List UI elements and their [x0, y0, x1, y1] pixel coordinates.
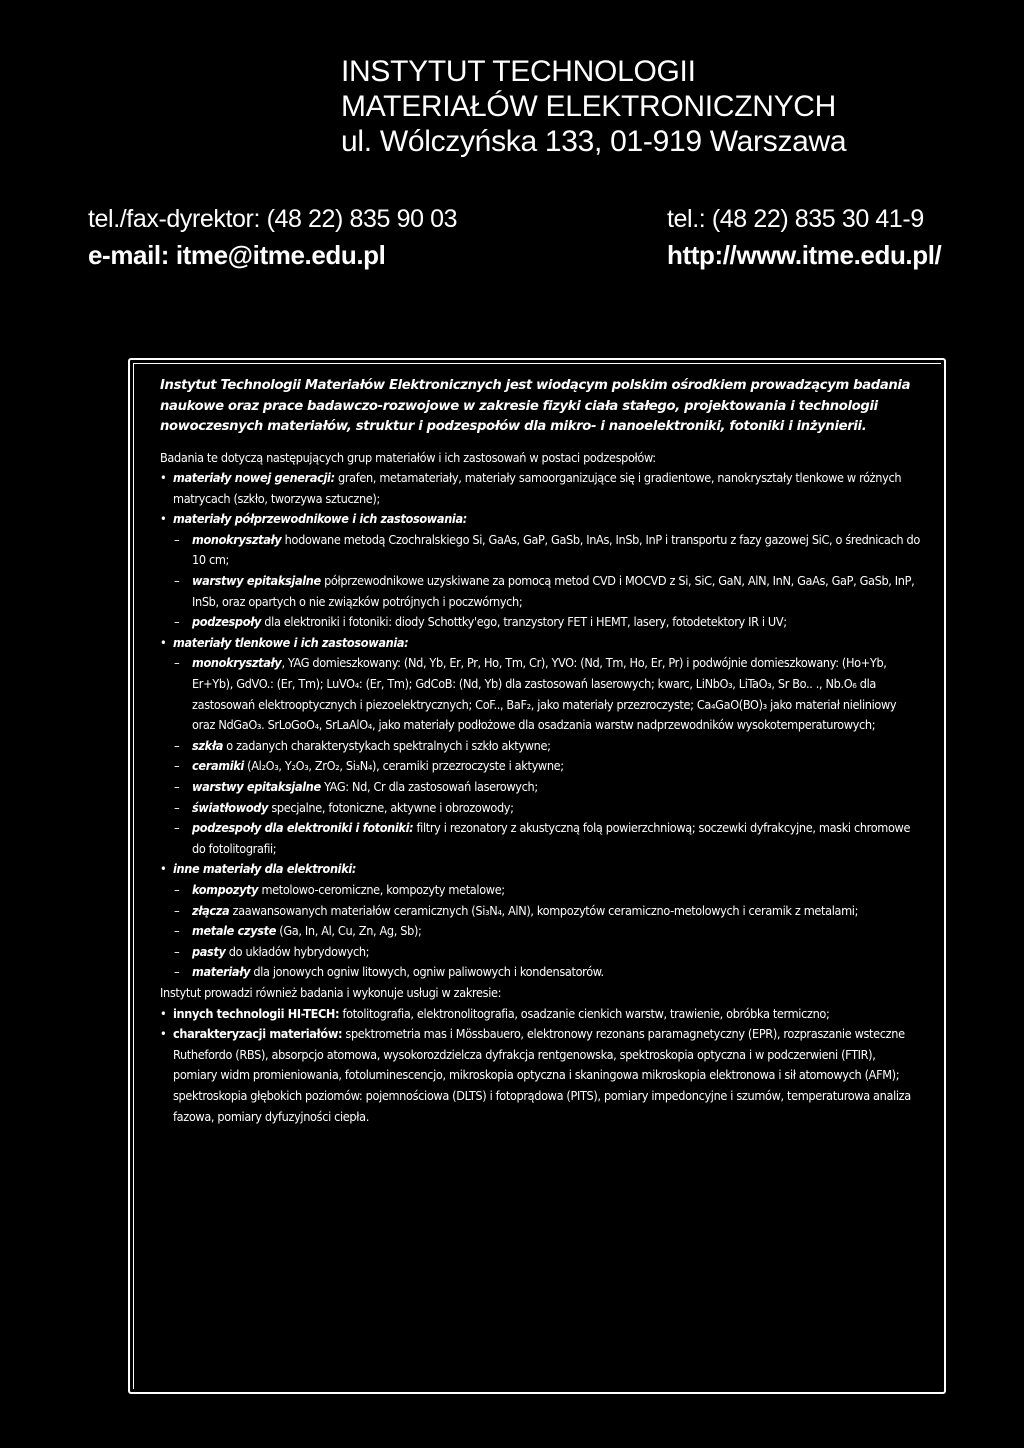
sub-list-item: – kompozyty metolowo-ceromiczne, kompozyty metalowe;: [174, 881, 505, 897]
sub-list-item: – monokryształy hodowane metodą Czochralskiego Si, GaAs, GaP, GaSb, InAs, InSb, InP i transportu z fazy gazowej SiC, o średnicach do 10 cm;: [174, 531, 920, 568]
sub-list-item: – szkła o zadanych charakterystykach spektralnych i szkło aktywne;: [174, 737, 551, 753]
institute-name-line2: MATERIAŁÓW ELEKTRONICZNYCH: [341, 90, 837, 123]
list-item: • materiały półprzewodnikowe i ich zastosowania:: [160, 511, 467, 527]
sub-list-item: – warstwy epitaksjalne YAG: Nd, Cr dla zastosowań laserowych;: [174, 779, 538, 794]
list-item: • innych technologii HI-TECH: fotolitografia, elektronolitografia, osadzanie cienkich warstw, trawienie, obróbka termiczno;: [160, 1005, 830, 1021]
institute-name-line1: INSTYTUT TECHNOLOGII: [341, 55, 696, 88]
sub-list-item: – materiały dla jonowych ogniw litowych, ogniw paliwowych i kondensatorów.: [174, 964, 604, 980]
sub-list-item: – złącza zaawansowanych materiałów ceramicznych (Si₃N₄, AlN), kompozytów ceramiczno-metolowych i ceramik z metalami;: [174, 902, 859, 918]
list-item: • materiały tlenkowe i ich zastosowania:: [160, 634, 409, 650]
sub-list-item: – monokryształy, YAG domieszkowany: (Nd, Yb, Er, Pr, Ho, Tm, Cr), YVO: (Nd, Tm, Ho, Er, Pr) i podwójnie domieszkowany: (Ho+Yb, Er+Yb), GdVO.: (Er, Tm); LuVO₄: (Er, Tm); GdCoB: (Nd, Yb) dla zastosowań laserowych; kwarc, LiNbO₃, LiTaO₃, Sr Bo.. ., Nb.O₆ dla zastosowań elektrooptycznych i piezoelektrycznych; CoF.., BaF₂, jako materiały przezroczyste; Ca₄GaO(BO)₃ jako materiał nieliniowy oraz NdGaO₃. SrLoGoO₄, SrLaAlO₄, jako materiały podłożowe dla osadzania warstw nadprzewodników wysokotemperaturowych;: [174, 655, 897, 733]
sub-list-item: – pasty do układów hybrydowych;: [174, 943, 370, 959]
sub-list-item: – ceramiki (Al₂O₃, Y₂O₃, ZrO₂, Si₃N₄), ceramiki przezroczyste i aktywne;: [174, 758, 564, 774]
list-item: • charakteryzacji materiałów: spektrometria mas i Mössbauero, elektronowy rezonans paramagnetyczny (EPR), rozpraszanie wsteczne Ruthefordo (RBS), absorpcjo atomowa, wysokorozdzielcza dyfrakcja rentgenowska, spektroskopia optyczna i w podczerwieni (FTIR), pomiary widm promieniowania, fotoluminescencjo, mikroskopia optyczna i skaningowa mikroskopia elektronowa i sił atomowych (AFM); spektroskopia głębokich poziomów: pojemnościowa (DLTS) i fotoprądowa (PITS), pomiary impedoncyjne i szumów, temperaturowa analiza fazowa, pomiary dyfuzyjności ciepła.: [160, 1026, 911, 1124]
phone-number: tel.: (48 22) 835 30 41-9: [667, 205, 924, 233]
sub-list-item: – warstwy epitaksjalne półprzewodnikowe uzyskiwane za pomocą metod CVD i MOCVD z Si, SiC, GaN, AlN, InN, GaAs, GaP, GaSb, InP, InSb, oraz opartych o nie związków potrójnych i poczwórnych;: [174, 573, 915, 609]
fax-number: tel./fax-dyrektor: (48 22) 835 90 03: [88, 205, 458, 233]
sub-list-item: – światłowody specjalne, fotoniczne, aktywne i obrozowody;: [174, 799, 514, 815]
sub-list-item: – podzespoły dla elektroniki i fotoniki: filtry i rezonatory z akustyczną folą powierzchniową; soczewki dyfrakcyjne, maski chromowe do fotolitografii;: [174, 820, 911, 856]
sub-list-item: – metale czyste (Ga, In, Al, Cu, Zn, Ag, Sb);: [174, 923, 422, 939]
website-url[interactable]: http://www.itme.edu.pl/: [667, 240, 942, 270]
institute-address: ul. Wólczyńska 133, 01-919 Warszawa: [341, 125, 847, 158]
list-item: • materiały nowej generacji: grafen, metamateriały, materiały samoorganizujące się i gradientowe, nanokryształy tlenkowe w różnych matrycach (szkło, tworzywa sztuczne);: [160, 470, 902, 506]
services-intro: Instytut prowadzi również badania i wykonuje usługi w zakresie:: [160, 984, 502, 1000]
intro-paragraph: Badania te dotyczą następujących grup materiałów i ich zastosowań w postaci podzespołów:: [160, 449, 656, 465]
info-box-content: [160, 376, 920, 1127]
email-address[interactable]: e-mail: itme@itme.edu.pl: [88, 240, 386, 270]
lead-paragraph: Instytut Technologii Materiałów Elektronicznych jest wiodącym polskim ośrodkiem prowadzącym badania naukowe oraz prace badawczo-rozwojowe w zakresie fizyki ciała stałego, projektowania i technologii nowoczesnych materiałów, struktur i podzespołów dla mikro- i nanoelektroniki, fotoniki i inżynierii.: [160, 378, 911, 434]
list-item: • inne materiały dla elektroniki:: [160, 861, 357, 877]
sub-list-item: – podzespoły dla elektroniki i fotoniki: diody Schottky'ego, tranzystory FET i HEMT, lasery, fotodetektory IR i UV;: [174, 614, 787, 630]
